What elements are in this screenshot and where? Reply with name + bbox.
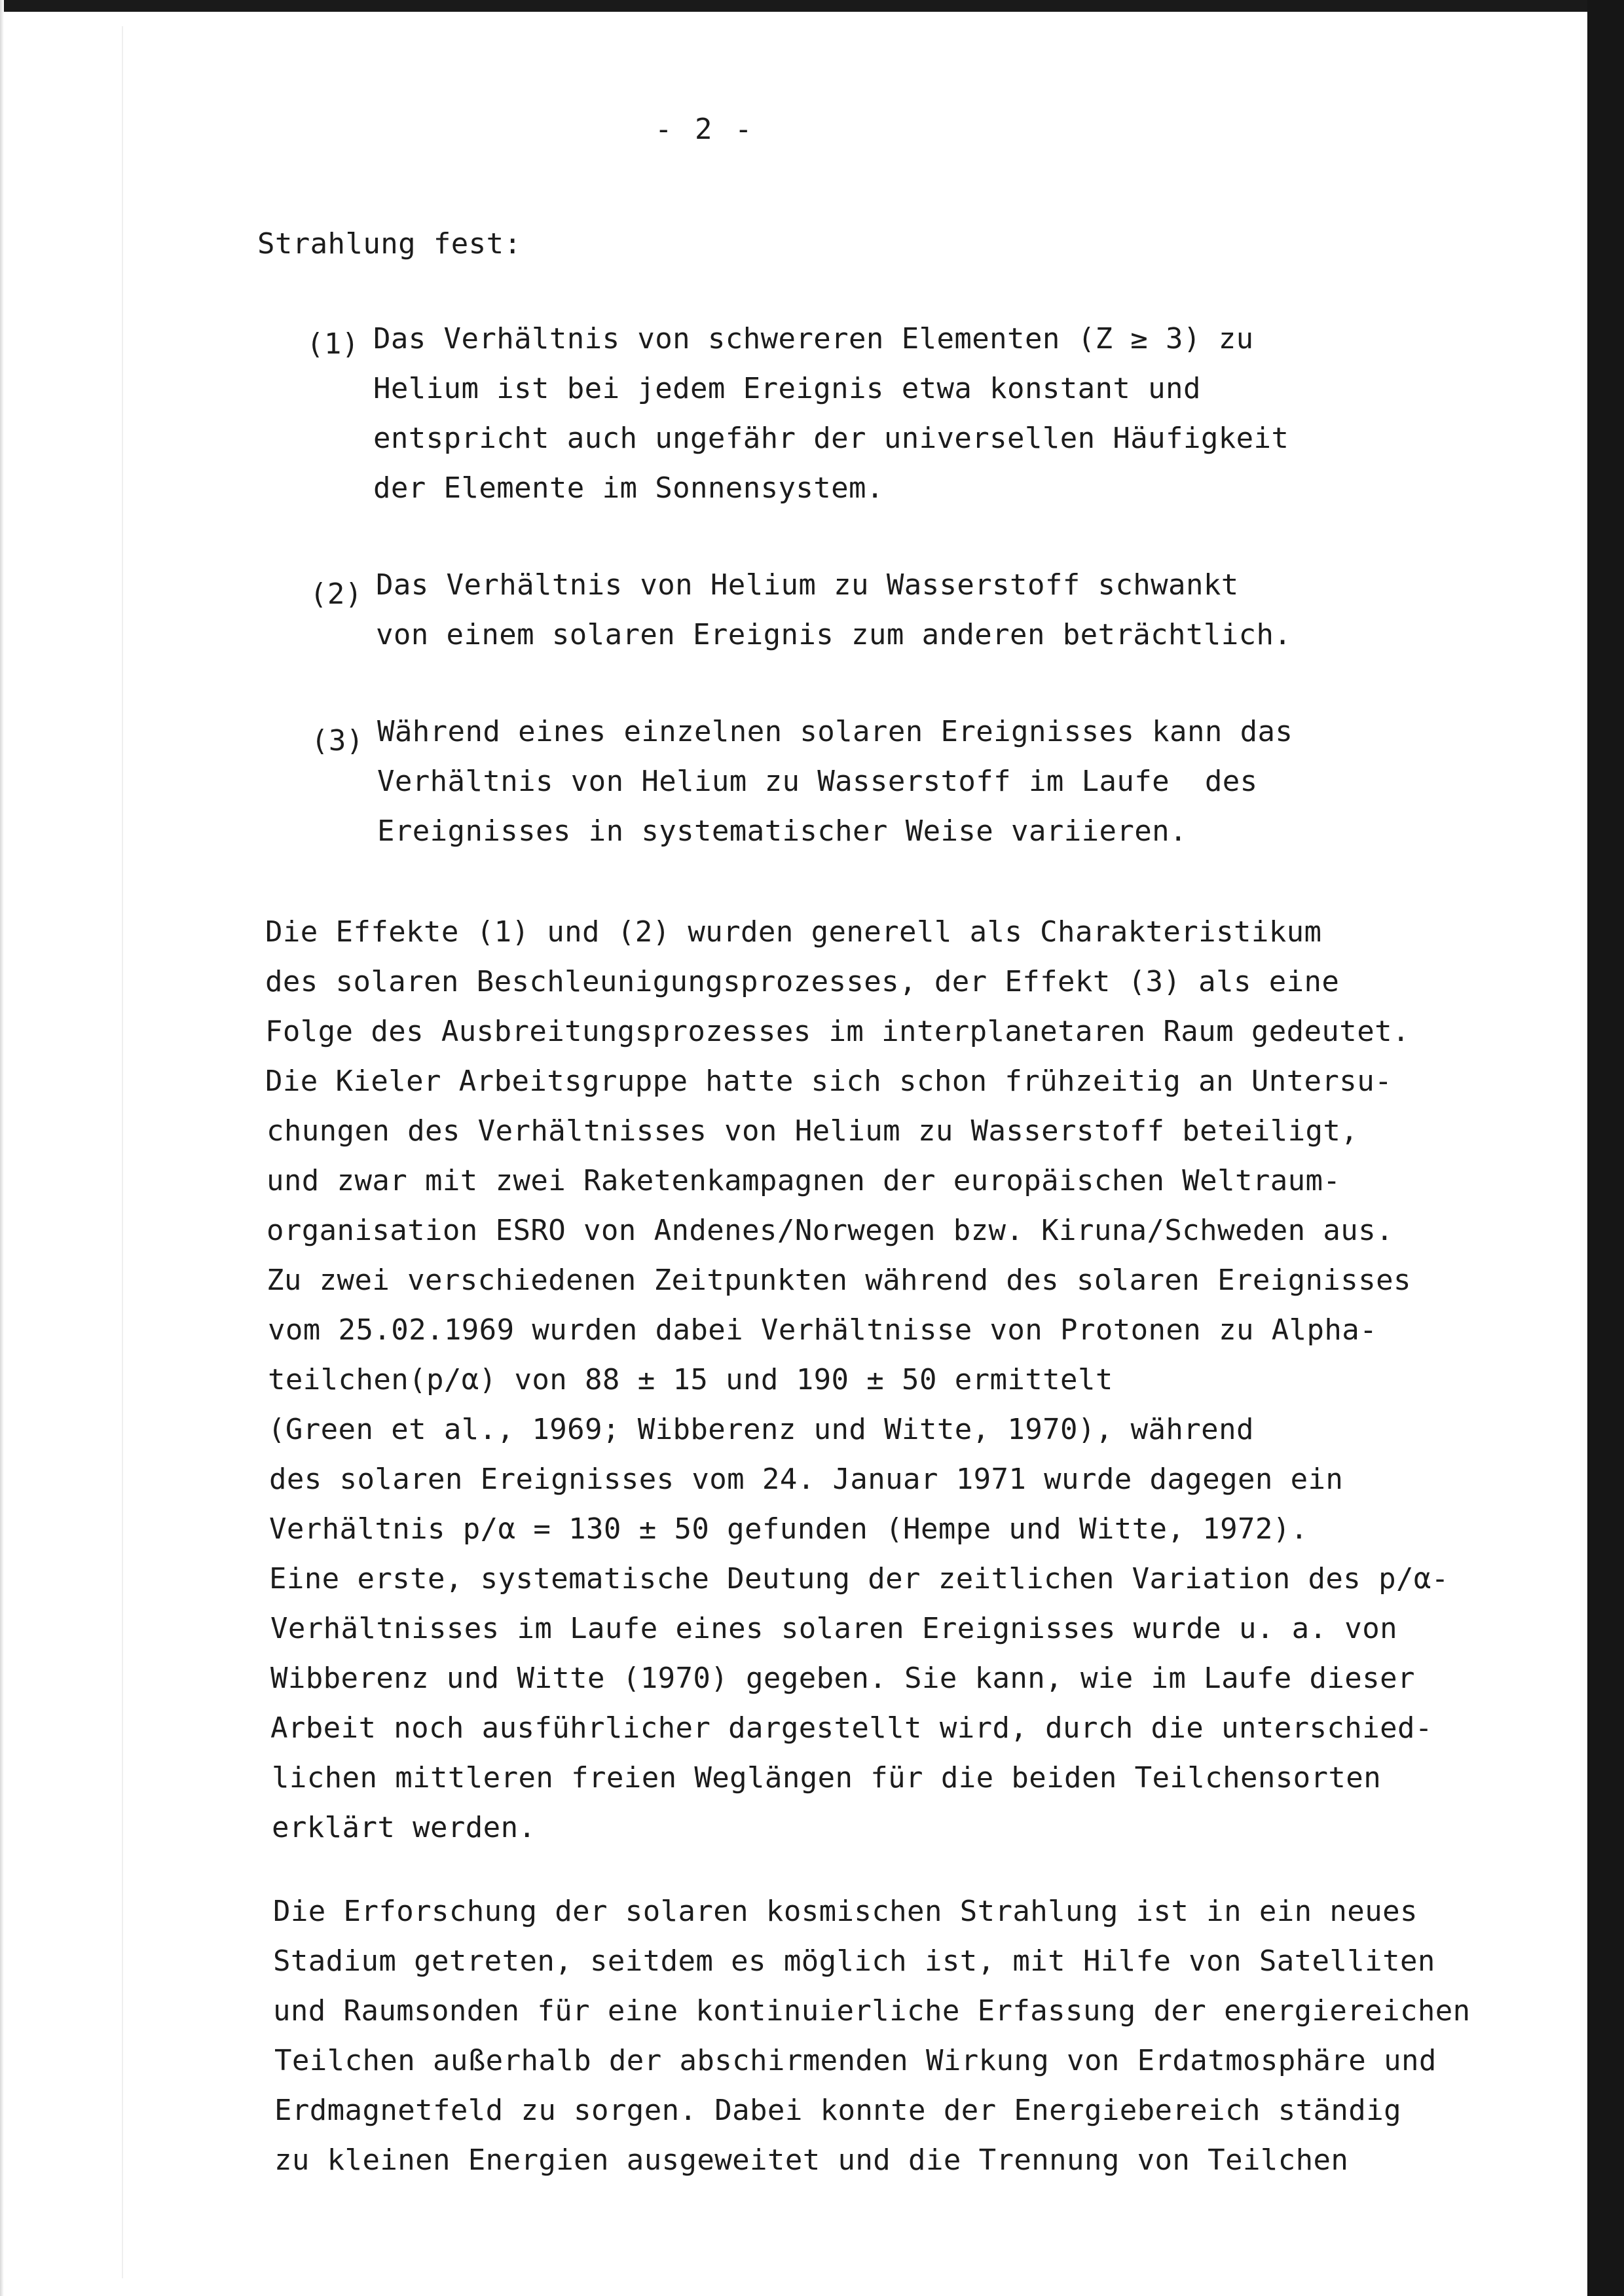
list-item-1-line: entspricht auch ungefähr der universellen Häufigkeit (373, 422, 1289, 455)
paragraph-1-line: Eine erste, systematische Deutung der zeitlichen Variation des p/α- (269, 1562, 1449, 1595)
paragraph-1-line: Die Kieler Arbeitsgruppe hatte sich schon frühzeitig an Untersu- (265, 1065, 1392, 1098)
list-item-1-line: Helium ist bei jedem Ereignis etwa konstant und (373, 372, 1201, 405)
paragraph-1-line: organisation ESRO von Andenes/Norwegen bzw. Kiruna/Schweden aus. (267, 1214, 1393, 1247)
scan-right-border (1587, 0, 1624, 2296)
list-item-2-line: von einem solaren Ereignis zum anderen beträchtlich. (376, 618, 1292, 651)
paragraph-1-line: Verhältnis p/α = 130 ± 50 gefunden (Hempe und Witte, 1972). (269, 1512, 1308, 1546)
list-item-1-marker: (1) (306, 327, 360, 361)
scan-top-border (0, 0, 1624, 12)
paragraph-1-line: Folge des Ausbreitungsprozesses im interplanetaren Raum gedeutet. (265, 1015, 1410, 1048)
paragraph-1-line: Zu zwei verschiedenen Zeitpunkten während des solaren Ereignisses (267, 1264, 1411, 1297)
list-item-2-marker: (2) (310, 577, 363, 611)
page-number: - 2 - (655, 113, 755, 146)
paragraph-1-line: chungen des Verhältnisses von Helium zu Wasserstoff beteiligt, (267, 1114, 1359, 1148)
intro-text: Strahlung fest: (257, 227, 522, 261)
scan-left-shadow (0, 0, 4, 2296)
page-fold-line (122, 26, 123, 2278)
paragraph-2-line: und Raumsonden für eine kontinuierliche Erfassung der energiereichen (273, 1994, 1471, 2028)
list-item-1-line: Das Verhältnis von schwereren Elementen (Z ≥ 3) zu (373, 322, 1254, 355)
list-item-1-line: der Elemente im Sonnensystem. (373, 471, 884, 505)
list-item-3-line: Ereignisses in systematischer Weise variieren. (377, 814, 1187, 848)
paragraph-1-line: erklärt werden. (272, 1811, 536, 1844)
paragraph-1-line: teilchen(p/α) von 88 ± 15 und 190 ± 50 ermittelt (268, 1363, 1113, 1396)
list-item-3-line: Verhältnis von Helium zu Wasserstoff im Laufe des (377, 765, 1258, 798)
paragraph-1-line: Verhältnisses im Laufe eines solaren Ereignisses wurde u. a. von (270, 1612, 1397, 1645)
paragraph-2-line: Stadium getreten, seitdem es möglich ist, mit Hilfe von Satelliten (273, 1944, 1435, 1978)
list-item-3-marker: (3) (311, 724, 364, 757)
paragraph-2-line: Erdmagnetfeld zu sorgen. Dabei konnte der Energiebereich ständig (274, 2094, 1401, 2127)
paragraph-1-line: Wibberenz und Witte (1970) gegeben. Sie kann, wie im Laufe dieser (270, 1662, 1415, 1695)
paragraph-1-line: Die Effekte (1) und (2) wurden generell als Charakteristikum (265, 915, 1322, 949)
list-item-2-line: Das Verhältnis von Helium zu Wasserstoff schwankt (376, 568, 1239, 602)
paragraph-1-line: lichen mittleren freien Weglängen für die beiden Teilchensorten (272, 1761, 1382, 1795)
paragraph-2-line: zu kleinen Energien ausgeweitet und die Trennung von Teilchen (274, 2143, 1349, 2177)
paragraph-1-line: vom 25.02.1969 wurden dabei Verhältnisse von Protonen zu Alpha- (268, 1313, 1378, 1347)
paragraph-1-line: des solaren Ereignisses vom 24. Januar 1971 wurde dagegen ein (269, 1463, 1344, 1496)
paragraph-1-line: (Green et al., 1969; Wibberenz und Witte, 1970), während (268, 1413, 1254, 1446)
list-item-3-line: Während eines einzelnen solaren Ereignisses kann das (377, 715, 1293, 748)
paragraph-2-line: Die Erforschung der solaren kosmischen Strahlung ist in ein neues (273, 1895, 1418, 1928)
paragraph-1-line: des solaren Beschleunigungsprozesses, der Effekt (3) als eine (265, 965, 1340, 998)
paragraph-1-line: Arbeit noch ausführlicher dargestellt wird, durch die unterschied- (270, 1711, 1433, 1745)
paragraph-2-line: Teilchen außerhalb der abschirmenden Wirkung von Erdatmosphäre und (274, 2044, 1437, 2077)
paragraph-1-line: und zwar mit zwei Raketenkampagnen der europäischen Weltraum- (267, 1164, 1341, 1197)
